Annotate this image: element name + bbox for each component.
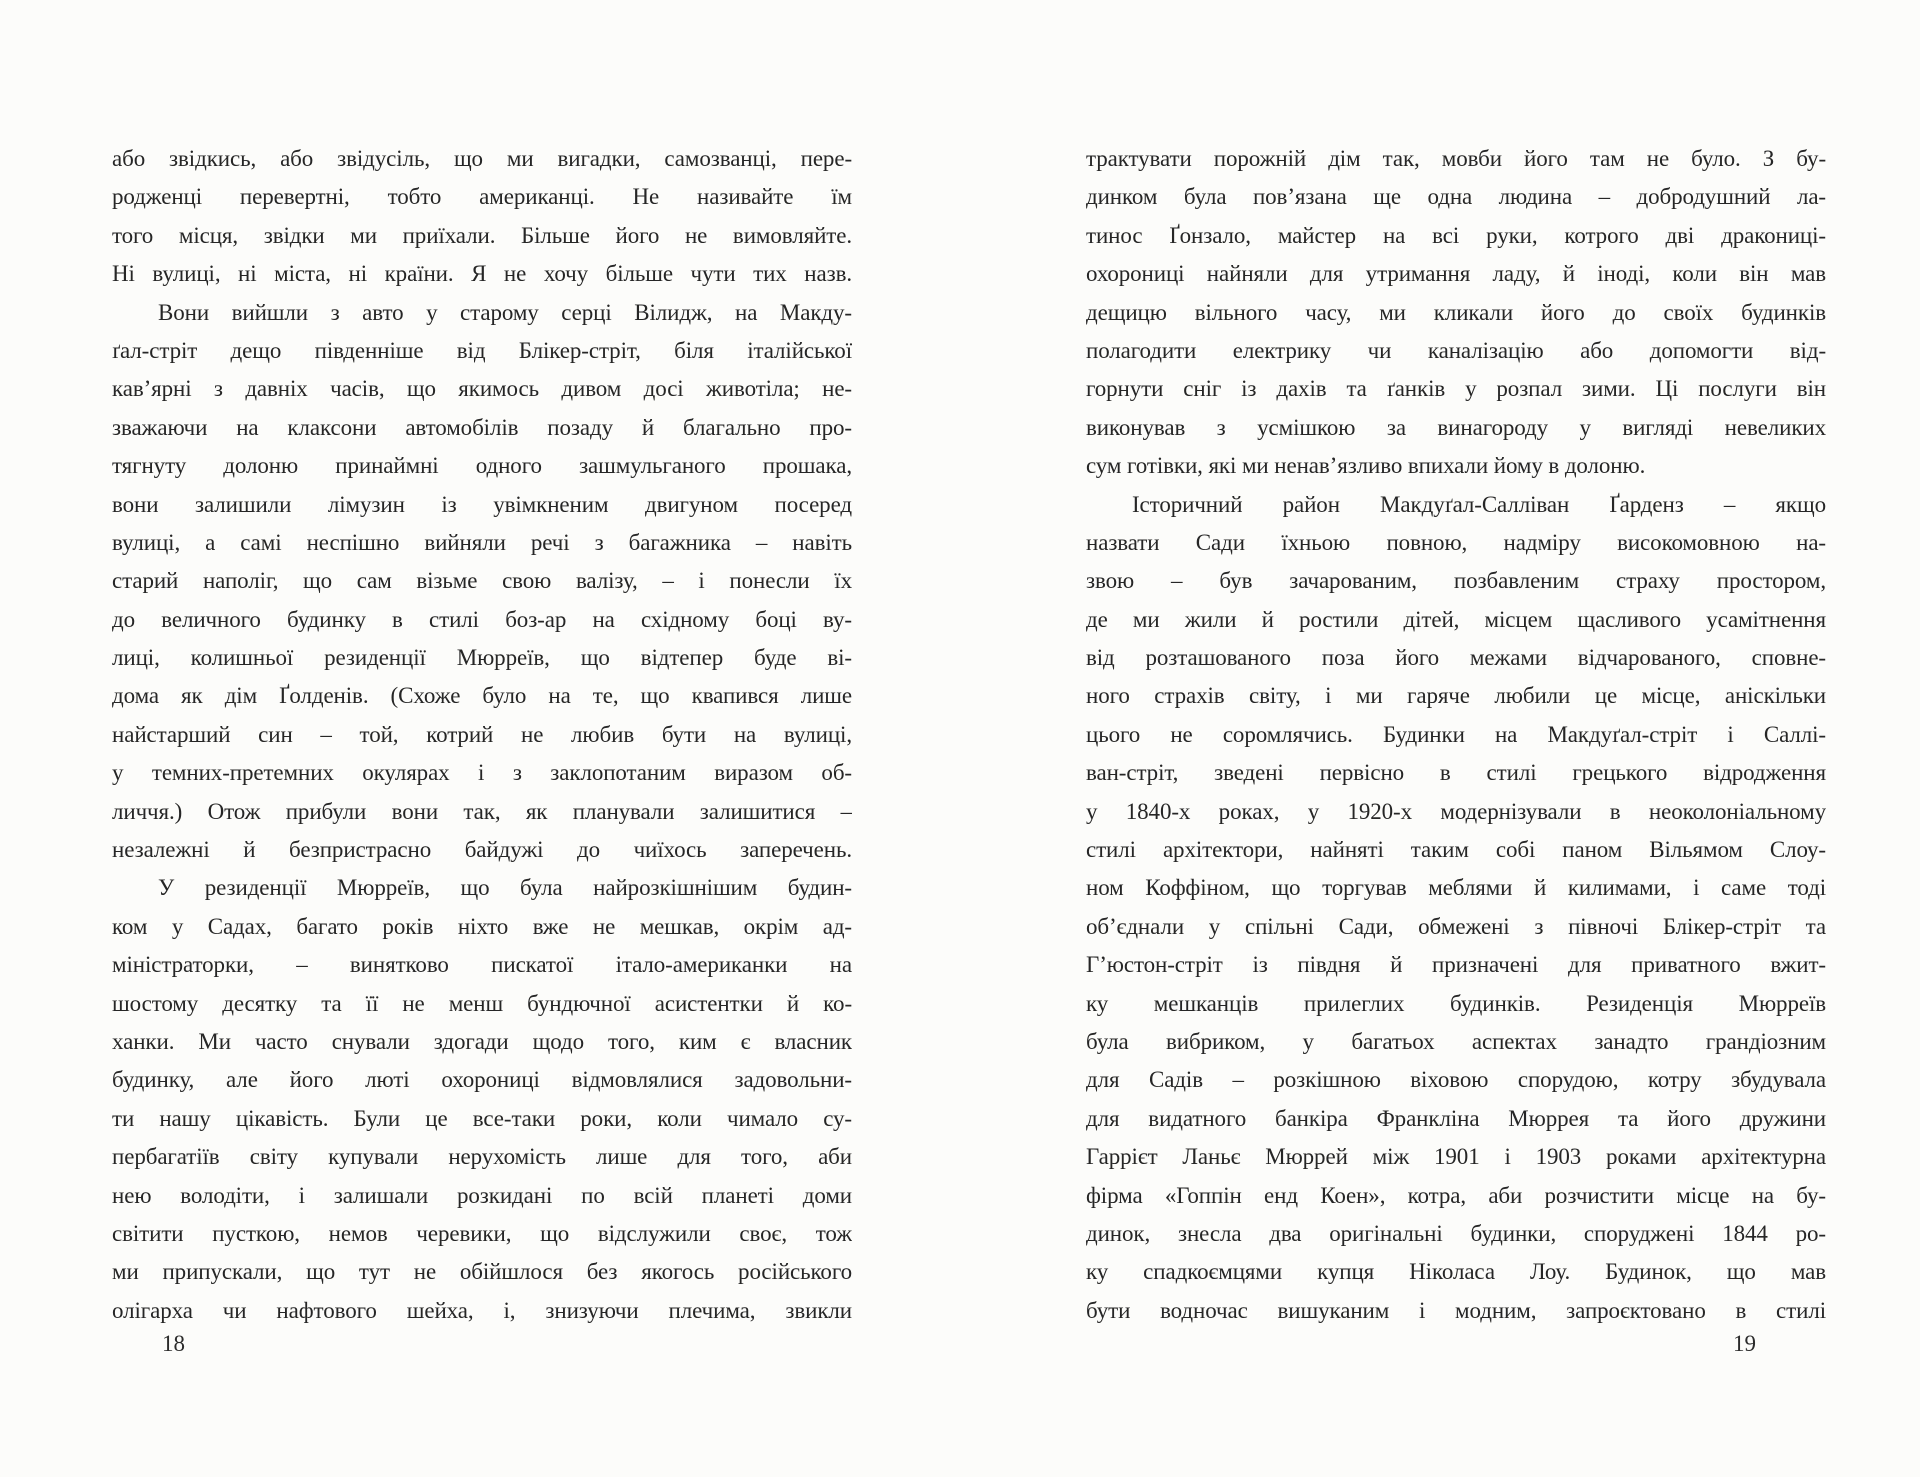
text-line: охорониці найняли для утримання ладу, й іноді, коли він мав bbox=[1086, 261, 1826, 287]
text-line: кав’ярні з давніх часів, що якимось дивом досі животіла; не- bbox=[112, 376, 852, 402]
text-line: міністраторки, – винятково пискатої італо-американки на bbox=[112, 952, 852, 978]
text-line: звою – був зачарованим, позбавленим страху простором, bbox=[1086, 568, 1826, 594]
page-number-right: 19 bbox=[1733, 1331, 1756, 1356]
text-line: олігарха чи нафтового шейха, і, знизуючи плечима, звикли bbox=[112, 1297, 852, 1323]
text-line: для Садів – розкішною віховою спорудою, котру збудувала bbox=[1086, 1067, 1826, 1093]
page-right-text-column bbox=[1086, 140, 1826, 1330]
text-line: горнути сніг із дахів та ґанків у розпал зими. Ці послуги він bbox=[1086, 376, 1826, 402]
text-line: де ми жили й ростили дітей, місцем щасливого усамітнення bbox=[1086, 606, 1826, 632]
text-line: ку мешканців прилеглих будинків. Резиденція Мюрреїв bbox=[1086, 990, 1826, 1016]
text-line: динок, знесла два оригінальні будинки, споруджені 1844 ро- bbox=[1086, 1220, 1826, 1246]
text-line: тинос Ґонзало, майстер на всі руки, котрого дві дракониці- bbox=[1086, 222, 1826, 248]
text-line: вони залишили лімузин із увімкненим двигуном посеред bbox=[112, 491, 852, 517]
text-line: нею володіти, і залишали розкидані по всій планеті доми bbox=[112, 1182, 852, 1208]
page-left-text-column bbox=[112, 140, 852, 1330]
text-line: ного страхів світу, і ми гаряче любили це місце, аніскільки bbox=[1086, 683, 1826, 709]
text-line: личчя.) Отож прибули вони так, як планували залишитися – bbox=[112, 798, 852, 824]
text-line: родженці перевертні, тобто американці. Не називайте їм bbox=[112, 184, 852, 210]
text-line: Гаррієт Ланьє Мюррей між 1901 і 1903 роками архітектурна bbox=[1086, 1144, 1826, 1170]
text-line: або звідкись, або звідусіль, що ми вигадки, самозванці, пере- bbox=[112, 146, 852, 171]
text-line: шостому десятку та її не менш бундючної асистентки й ко- bbox=[112, 990, 852, 1016]
text-line: ми припускали, що тут не обійшлося без якогось російського bbox=[112, 1259, 852, 1285]
text-line: тягнуту долоню принаймні одного зашмульганого прошака, bbox=[112, 453, 852, 479]
text-line: зважаючи на клаксони автомобілів позаду й благально про- bbox=[112, 414, 852, 440]
text-line: ку спадкоємцями купця Ніколаса Лоу. Будинок, що мав bbox=[1086, 1259, 1826, 1285]
text-line: ти нашу цікавість. Були це все-таки роки, коли чимало су- bbox=[112, 1105, 852, 1131]
text-line: дещицю вільного часу, ми кликали його до своїх будинків bbox=[1086, 299, 1826, 325]
text-line: Історичний район Макдуґал-Салліван Ґарденз – якщо bbox=[1132, 491, 1826, 517]
text-line: старий наполіг, що сам візьме свою валізу, – і понесли їх bbox=[112, 568, 852, 594]
text-line: дома як дім Ґолденів. (Схоже було на те, що квапився лише bbox=[112, 683, 852, 709]
text-line: у темних-претемних окулярах і з заклопотаним виразом об- bbox=[112, 760, 852, 786]
text-line: цього не соромлячись. Будинки на Макдуґал-стріт і Саллі- bbox=[1086, 721, 1826, 747]
text-line: ком у Садах, багато років ніхто вже не мешкав, окрім ад- bbox=[112, 913, 852, 939]
text-line: будинку, але його люті охорониці відмовлялися задовольни- bbox=[112, 1067, 852, 1093]
text-line: вулиці, а самі неспішно вийняли речі з багажника – навіть bbox=[112, 529, 852, 555]
text-line: Вони вийшли з авто у старому серці Вілидж, на Макду- bbox=[158, 299, 852, 325]
paragraph bbox=[1086, 140, 1826, 486]
text-line: Ні вулиці, ні міста, ні країни. Я не хочу більше чути тих назв. bbox=[112, 261, 852, 287]
paragraph bbox=[112, 294, 852, 870]
paragraph bbox=[1086, 486, 1826, 1331]
text-line: трактувати порожній дім так, мовби його там не було. З бу- bbox=[1086, 146, 1826, 171]
paragraph bbox=[112, 140, 852, 294]
text-line: від розташованого поза його межами відчарованого, сповне- bbox=[1086, 645, 1826, 671]
text-line: для видатного банкіра Франкліна Мюррея та його дружини bbox=[1086, 1105, 1826, 1131]
text-line: фірма «Гоппін енд Коен», котра, аби розчистити місце на бу- bbox=[1086, 1182, 1826, 1208]
text-line: полагодити електрику чи каналізацію або допомогти від- bbox=[1086, 337, 1826, 363]
text-line: ґал-стріт дещо південніше від Блікер-стріт, біля італійської bbox=[112, 337, 852, 363]
text-line: виконував з усмішкою за винагороду у вигляді невеликих bbox=[1086, 414, 1826, 440]
text-line: динком була пов’язана ще одна людина – добродушний ла- bbox=[1086, 184, 1826, 210]
text-line: ном Коффіном, що торгував меблями й килимами, і саме тоді bbox=[1086, 875, 1826, 901]
text-line: У резиденції Мюрреїв, що була найрозкішнішим будин- bbox=[158, 875, 852, 901]
text-line: об’єднали у спільні Сади, обмежені з півночі Блікер-стріт та bbox=[1086, 913, 1826, 939]
text-line: сум готівки, які ми ненав’язливо впихали йому в долоню. bbox=[1086, 453, 1646, 479]
text-line: ханки. Ми часто снували здогади щодо того, ким є власник bbox=[112, 1028, 852, 1054]
text-line: лиці, колишньої резиденції Мюрреїв, що відтепер буде ві- bbox=[112, 645, 852, 671]
text-line: того місця, звідки ми приїхали. Більше його не вимовляйте. bbox=[112, 222, 852, 248]
text-line: до величного будинку в стилі боз-ар на східному боці ву- bbox=[112, 606, 852, 632]
text-line: найстарший син – той, котрий не любив бути на вулиці, bbox=[112, 721, 852, 747]
text-line: стилі архітектори, найняті таким собі паном Вільямом Слоу- bbox=[1086, 837, 1826, 863]
text-line: була вибриком, у багатьох аспектах занадто грандіозним bbox=[1086, 1028, 1826, 1054]
text-line: бути водночас вишуканим і модним, запроєктовано в стилі bbox=[1086, 1297, 1826, 1323]
text-line: світити пусткою, немов черевики, що відслужили своє, тож bbox=[112, 1220, 852, 1246]
text-line: ван-стріт, зведені первісно в стилі грецького відродження bbox=[1086, 760, 1826, 786]
text-line: незалежні й безпристрасно байдужі до чиїхось заперечень. bbox=[112, 837, 852, 863]
paragraph bbox=[112, 869, 852, 1330]
text-line: назвати Сади їхньою повною, надміру високомовною на- bbox=[1086, 529, 1826, 555]
text-line: пербагатіїв світу купували нерухомість лише для того, аби bbox=[112, 1144, 852, 1170]
page-number-left: 18 bbox=[162, 1331, 185, 1356]
text-line: Г’юстон-стріт із півдня й призначені для приватного вжит- bbox=[1086, 952, 1826, 978]
text-line: у 1840-х роках, у 1920-х модернізували в неоколоніальному bbox=[1086, 798, 1826, 824]
